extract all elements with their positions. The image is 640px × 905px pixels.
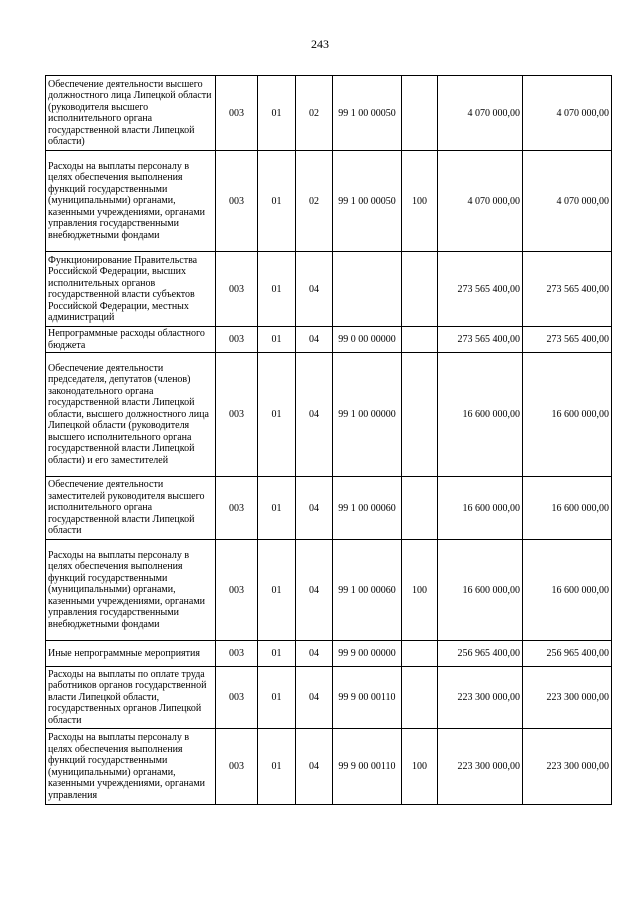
amount-second: 4 070 000,00 <box>523 76 612 151</box>
page-number: 243 <box>311 37 329 51</box>
target-article-code: 99 1 00 00060 <box>333 540 402 641</box>
row-name: Иные непрограммные мероприятия <box>46 641 216 667</box>
ministry-code: 003 <box>216 540 258 641</box>
expense-kind-code <box>402 327 438 353</box>
target-article-code: 99 1 00 00050 <box>333 151 402 252</box>
expense-kind-code <box>402 641 438 667</box>
section-code: 01 <box>258 151 296 252</box>
section-code: 01 <box>258 327 296 353</box>
ministry-code: 003 <box>216 353 258 477</box>
amount-second: 16 600 000,00 <box>523 540 612 641</box>
section-code: 01 <box>258 477 296 540</box>
amount-first: 273 565 400,00 <box>438 252 523 327</box>
section-code: 01 <box>258 641 296 667</box>
expense-kind-code <box>402 353 438 477</box>
ministry-code: 003 <box>216 667 258 729</box>
target-article-code: 99 0 00 00000 <box>333 327 402 353</box>
subsection-code: 04 <box>296 477 333 540</box>
target-article-code: 99 9 00 00000 <box>333 641 402 667</box>
ministry-code: 003 <box>216 327 258 353</box>
expense-kind-code: 100 <box>402 729 438 805</box>
table-row <box>46 252 612 327</box>
amount-second: 16 600 000,00 <box>523 353 612 477</box>
table-row <box>46 641 612 667</box>
amount-first: 223 300 000,00 <box>438 667 523 729</box>
amount-second: 273 565 400,00 <box>523 252 612 327</box>
amount-first: 273 565 400,00 <box>438 327 523 353</box>
amount-second: 273 565 400,00 <box>523 327 612 353</box>
row-name: Функционирование Правительства Российской Федерации, высших исполнительных органов государственной власти субъектов Российской Федерации, местных администраций <box>46 252 216 327</box>
section-code: 01 <box>258 729 296 805</box>
budget-table <box>45 75 612 805</box>
row-name: Расходы на выплаты персоналу в целях обеспечения выполнения функций государственными (муниципальными) органами, казенными учреждениями, органами управления государственными внебюджетными фондами <box>46 151 216 252</box>
amount-first: 16 600 000,00 <box>438 353 523 477</box>
ministry-code: 003 <box>216 151 258 252</box>
amount-second: 16 600 000,00 <box>523 477 612 540</box>
section-code: 01 <box>258 252 296 327</box>
row-name: Обеспечение деятельности председателя, депутатов (членов) законодательного органа государственной власти Липецкой области, высшего должностного лица Липецкой области (руководителя высшего исполнительного органа государственной власти Липецкой области) и его заместителей <box>46 353 216 477</box>
amount-second: 223 300 000,00 <box>523 667 612 729</box>
subsection-code: 04 <box>296 641 333 667</box>
subsection-code: 04 <box>296 729 333 805</box>
amount-first: 16 600 000,00 <box>438 477 523 540</box>
target-article-code: 99 1 00 00060 <box>333 477 402 540</box>
ministry-code: 003 <box>216 252 258 327</box>
table-row <box>46 667 612 729</box>
amount-second: 256 965 400,00 <box>523 641 612 667</box>
ministry-code: 003 <box>216 477 258 540</box>
subsection-code: 04 <box>296 353 333 477</box>
table-row <box>46 151 612 252</box>
section-code: 01 <box>258 76 296 151</box>
subsection-code: 04 <box>296 252 333 327</box>
table-row <box>46 540 612 641</box>
expense-kind-code <box>402 252 438 327</box>
section-code: 01 <box>258 540 296 641</box>
target-article-code: 99 9 00 00110 <box>333 667 402 729</box>
amount-first: 4 070 000,00 <box>438 151 523 252</box>
target-article-code <box>333 252 402 327</box>
amount-second: 223 300 000,00 <box>523 729 612 805</box>
amount-first: 16 600 000,00 <box>438 540 523 641</box>
expense-kind-code <box>402 667 438 729</box>
amount-first: 256 965 400,00 <box>438 641 523 667</box>
row-name: Расходы на выплаты персоналу в целях обеспечения выполнения функций государственными (муниципальными) органами, казенными учреждениями, органами управления государственными внебюджетными фондами <box>46 540 216 641</box>
table-row <box>46 353 612 477</box>
amount-first: 4 070 000,00 <box>438 76 523 151</box>
section-code: 01 <box>258 667 296 729</box>
row-name: Обеспечение деятельности высшего должностного лица Липецкой области (руководителя высшего исполнительного органа государственной власти Липецкой области) <box>46 76 216 151</box>
row-name: Расходы на выплаты персоналу в целях обеспечения выполнения функций государственными (муниципальными) органами, казенными учреждениями, органами управления <box>46 729 216 805</box>
row-name: Непрограммные расходы областного бюджета <box>46 327 216 353</box>
row-name: Обеспечение деятельности заместителей руководителя высшего исполнительного органа государственной власти Липецкой области <box>46 477 216 540</box>
expense-kind-code <box>402 477 438 540</box>
subsection-code: 04 <box>296 667 333 729</box>
ministry-code: 003 <box>216 729 258 805</box>
subsection-code: 04 <box>296 540 333 641</box>
expense-kind-code: 100 <box>402 151 438 252</box>
subsection-code: 04 <box>296 327 333 353</box>
subsection-code: 02 <box>296 76 333 151</box>
amount-second: 4 070 000,00 <box>523 151 612 252</box>
expense-kind-code <box>402 76 438 151</box>
table-row <box>46 327 612 353</box>
table-row <box>46 477 612 540</box>
ministry-code: 003 <box>216 76 258 151</box>
expense-kind-code: 100 <box>402 540 438 641</box>
ministry-code: 003 <box>216 641 258 667</box>
table-row <box>46 729 612 805</box>
section-code: 01 <box>258 353 296 477</box>
amount-first: 223 300 000,00 <box>438 729 523 805</box>
subsection-code: 02 <box>296 151 333 252</box>
row-name: Расходы на выплаты по оплате труда работников органов государственной власти Липецкой области, государственных органов Липецкой области <box>46 667 216 729</box>
table-row <box>46 76 612 151</box>
target-article-code: 99 1 00 00000 <box>333 353 402 477</box>
target-article-code: 99 1 00 00050 <box>333 76 402 151</box>
target-article-code: 99 9 00 00110 <box>333 729 402 805</box>
